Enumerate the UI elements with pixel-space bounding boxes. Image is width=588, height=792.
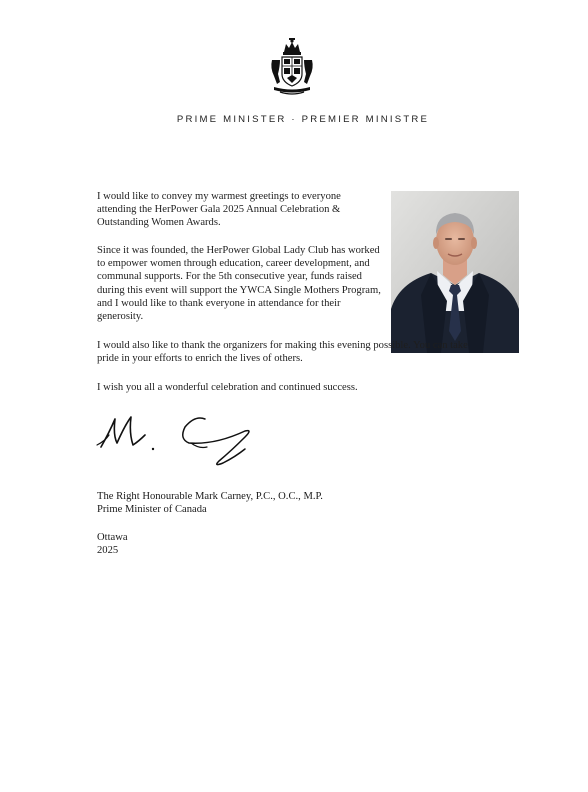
letter-paragraph-1: I would like to convey my warmest greetings to everyone attending the HerPower Gala 2025 Annual Celebration & Outstanding Women Awards. bbox=[97, 191, 341, 229]
royal-arms-crest-icon bbox=[268, 38, 316, 96]
letter-paragraph-2: Since it was founded, the HerPower Global Lady Club has worked to empower women through education, career development, and communal supports. For the 5th consecutive year, funds raised during this event will support the YWCA Single Mothers Program, and I would like to thank everyone in attendance for their generosity. bbox=[97, 245, 381, 323]
letter-paragraph-3: I would also like to thank the organizers for making this evening possible. You can take pride in your efforts to enrich the lives of others. bbox=[97, 340, 468, 365]
masthead: PRIME MINISTER · PREMIER MINISTRE bbox=[176, 114, 430, 125]
signatory-title: Prime Minister of Canada bbox=[97, 504, 207, 515]
handwritten-signature bbox=[95, 405, 280, 477]
signoff-city: Ottawa bbox=[97, 532, 128, 543]
signatory-name: The Right Honourable Mark Carney, P.C., O.C., M.P. bbox=[97, 491, 323, 502]
signoff-year: 2025 bbox=[97, 545, 119, 556]
portrait-photo bbox=[391, 191, 519, 353]
letter-paragraph-4: I wish you all a wonderful celebration and continued success. bbox=[97, 382, 358, 393]
